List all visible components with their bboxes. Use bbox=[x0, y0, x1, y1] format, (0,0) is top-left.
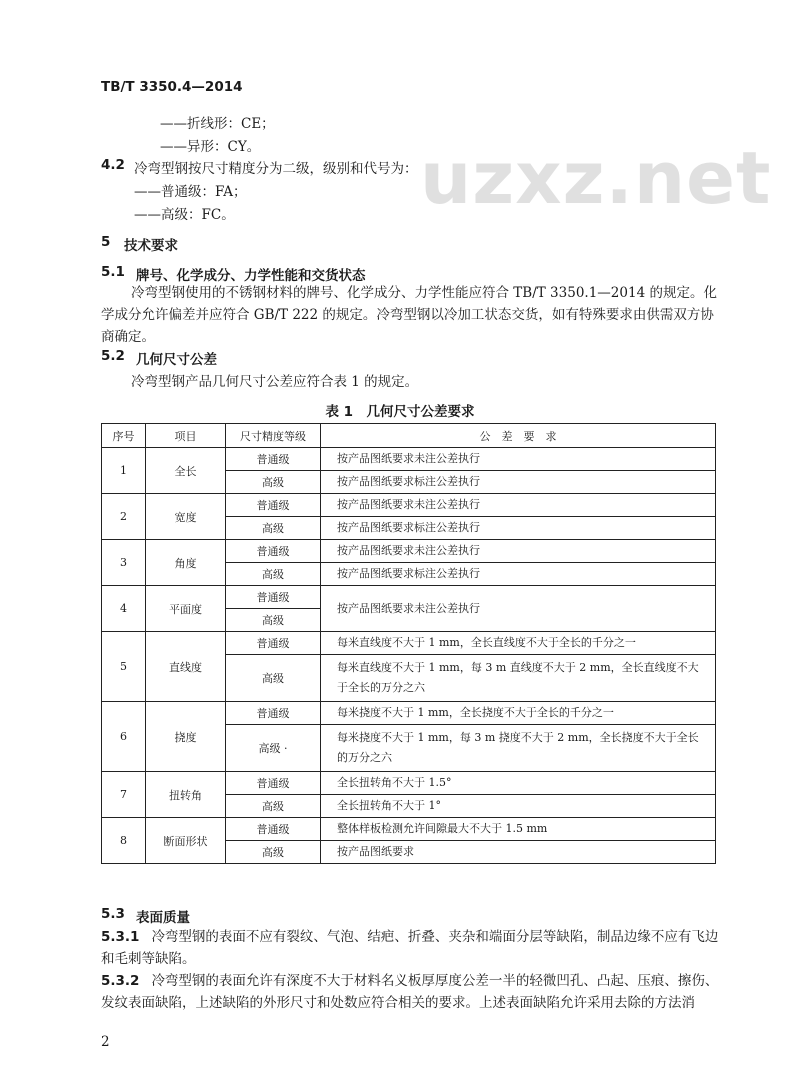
table-caption: 表 1 几何尺寸公差要求 bbox=[325, 404, 475, 420]
cell-item: 挠度 bbox=[146, 702, 226, 772]
cell-item: 角度 bbox=[146, 540, 226, 586]
cell-requirement: 按产品图纸要求标注公差执行 bbox=[321, 471, 716, 494]
cell-item: 宽度 bbox=[146, 494, 226, 540]
cell-grade: 高级 bbox=[226, 471, 321, 494]
cell-grade: 普通级 bbox=[226, 818, 321, 841]
cell-grade: 普通级 bbox=[226, 702, 321, 725]
cell-seq: 1 bbox=[102, 448, 146, 494]
cell-requirement: 每米直线度不大于 1 mm，每 3 m 直线度不大于 2 mm，全长直线度不大于全长的万分之六 bbox=[321, 655, 716, 702]
cell-item: 全长 bbox=[146, 448, 226, 494]
standard-number: TB/T 3350.4—2014 bbox=[101, 79, 243, 95]
cell-item: 扭转角 bbox=[146, 772, 226, 818]
table-row bbox=[102, 586, 716, 609]
cell-grade: 高级 bbox=[226, 841, 321, 864]
table-row bbox=[102, 448, 716, 471]
cell-requirement: 每米挠度不大于 1 mm，全长挠度不大于全长的千分之一 bbox=[321, 702, 716, 725]
section-title: 表面质量 bbox=[136, 910, 190, 926]
cell-grade: 高级 bbox=[226, 795, 321, 818]
cell-grade: 高级 · bbox=[226, 725, 321, 772]
cell-requirement: 按产品图纸要求未注公差执行 bbox=[321, 586, 716, 632]
section-title: 技术要求 bbox=[124, 238, 178, 254]
cell-requirement: 按产品图纸要求未注公差执行 bbox=[321, 448, 716, 471]
header-grade: 尺寸精度等级 bbox=[226, 424, 321, 448]
table-row bbox=[102, 632, 716, 655]
paragraph-5-3-1 bbox=[101, 926, 719, 970]
section-number: 5.1 bbox=[101, 264, 125, 280]
cell-grade: 普通级 bbox=[226, 632, 321, 655]
cell-requirement: 每米挠度不大于 1 mm，每 3 m 挠度不大于 2 mm，全长挠度不大于全长的万分之六 bbox=[321, 725, 716, 772]
cell-requirement: 每米直线度不大于 1 mm，全长直线度不大于全长的千分之一 bbox=[321, 632, 716, 655]
cell-seq: 2 bbox=[102, 494, 146, 540]
cell-requirement: 整体样板检测允许间隙最大不大于 1.5 mm bbox=[321, 818, 716, 841]
watermark: uzxz.net bbox=[420, 136, 772, 220]
section-title: 牌号、化学成分、力学性能和交货状态 bbox=[136, 268, 366, 284]
cell-requirement: 按产品图纸要求标注公差执行 bbox=[321, 517, 716, 540]
cell-seq: 6 bbox=[102, 702, 146, 772]
cell-seq: 3 bbox=[102, 540, 146, 586]
cell-grade: 高级 bbox=[226, 563, 321, 586]
cell-grade: 普通级 bbox=[226, 494, 321, 517]
table-row bbox=[102, 702, 716, 725]
page-number: 2 bbox=[101, 1034, 110, 1050]
section-number: 4.2 bbox=[101, 157, 125, 173]
cell-requirement: 全长扭转角不大于 1.5° bbox=[321, 772, 716, 795]
cell-requirement: 按产品图纸要求 bbox=[321, 841, 716, 864]
header-seq: 序号 bbox=[102, 424, 146, 448]
section-number: 5.2 bbox=[101, 348, 125, 364]
cell-grade: 普通级 bbox=[226, 586, 321, 609]
header-item: 项目 bbox=[146, 424, 226, 448]
cell-requirement: 按产品图纸要求标注公差执行 bbox=[321, 563, 716, 586]
paragraph: 冷弯型钢按尺寸精度分为二级，级别和代号为： bbox=[134, 161, 418, 177]
cell-grade: 高级 bbox=[226, 609, 321, 632]
list-item: ——异形：CY。 bbox=[160, 139, 261, 155]
paragraph: 冷弯型钢产品几何尺寸公差应符合表 1 的规定。 bbox=[131, 374, 419, 390]
cell-requirement: 按产品图纸要求未注公差执行 bbox=[321, 494, 716, 517]
cell-grade: 普通级 bbox=[226, 772, 321, 795]
cell-requirement: 按产品图纸要求未注公差执行 bbox=[321, 540, 716, 563]
table-header-row bbox=[102, 424, 716, 448]
cell-requirement: 全长扭转角不大于 1° bbox=[321, 795, 716, 818]
table-row bbox=[102, 540, 716, 563]
cell-grade: 高级 bbox=[226, 517, 321, 540]
cell-grade: 高级 bbox=[226, 655, 321, 702]
section-number: 5 bbox=[101, 234, 111, 250]
cell-seq: 5 bbox=[102, 632, 146, 702]
cell-seq: 8 bbox=[102, 818, 146, 864]
section-title: 几何尺寸公差 bbox=[136, 352, 217, 368]
cell-grade: 普通级 bbox=[226, 448, 321, 471]
paragraph: 冷弯型钢使用的不锈钢材料的牌号、化学成分、力学性能应符合 TB/T 3350.1—2014 的规定。化学成分允许偏差并应符合 GB/T 222 的规定。冷弯型钢以冷加工状态交货，如有特殊要求由供需双方协商确定。 bbox=[101, 285, 717, 345]
section-number: 5.3.1 bbox=[101, 929, 140, 945]
paragraph-text: 冷弯型钢的表面允许有深度不大于材料名义板厚厚度公差一半的轻微凹孔、凸起、压痕、擦伤、发纹表面缺陷，上述缺陷的外形尺寸和处数应符合相关的要求。上述表面缺陷允许采用去除的方法消 bbox=[101, 973, 719, 1011]
paragraph-text: 冷弯型钢的表面不应有裂纹、气泡、结疤、折叠、夹杂和端面分层等缺陷，制品边缘不应有飞边和毛刺等缺陷。 bbox=[101, 929, 719, 967]
cell-item: 平面度 bbox=[146, 586, 226, 632]
cell-seq: 7 bbox=[102, 772, 146, 818]
header-requirement: 公 差 要 求 bbox=[321, 424, 716, 448]
table-row bbox=[102, 494, 716, 517]
table-row bbox=[102, 818, 716, 841]
tolerance-table bbox=[101, 423, 716, 864]
section-number: 5.3.2 bbox=[101, 973, 140, 989]
cell-item: 直线度 bbox=[146, 632, 226, 702]
list-item: ——高级：FC。 bbox=[134, 207, 235, 223]
section-number: 5.3 bbox=[101, 906, 125, 922]
list-item: ——普通级：FA； bbox=[134, 184, 247, 200]
paragraph-5-3-2 bbox=[101, 970, 719, 1014]
cell-grade: 普通级 bbox=[226, 540, 321, 563]
table-row bbox=[102, 772, 716, 795]
list-item: ——折线形：CE； bbox=[160, 116, 275, 132]
cell-item: 断面形状 bbox=[146, 818, 226, 864]
cell-seq: 4 bbox=[102, 586, 146, 632]
